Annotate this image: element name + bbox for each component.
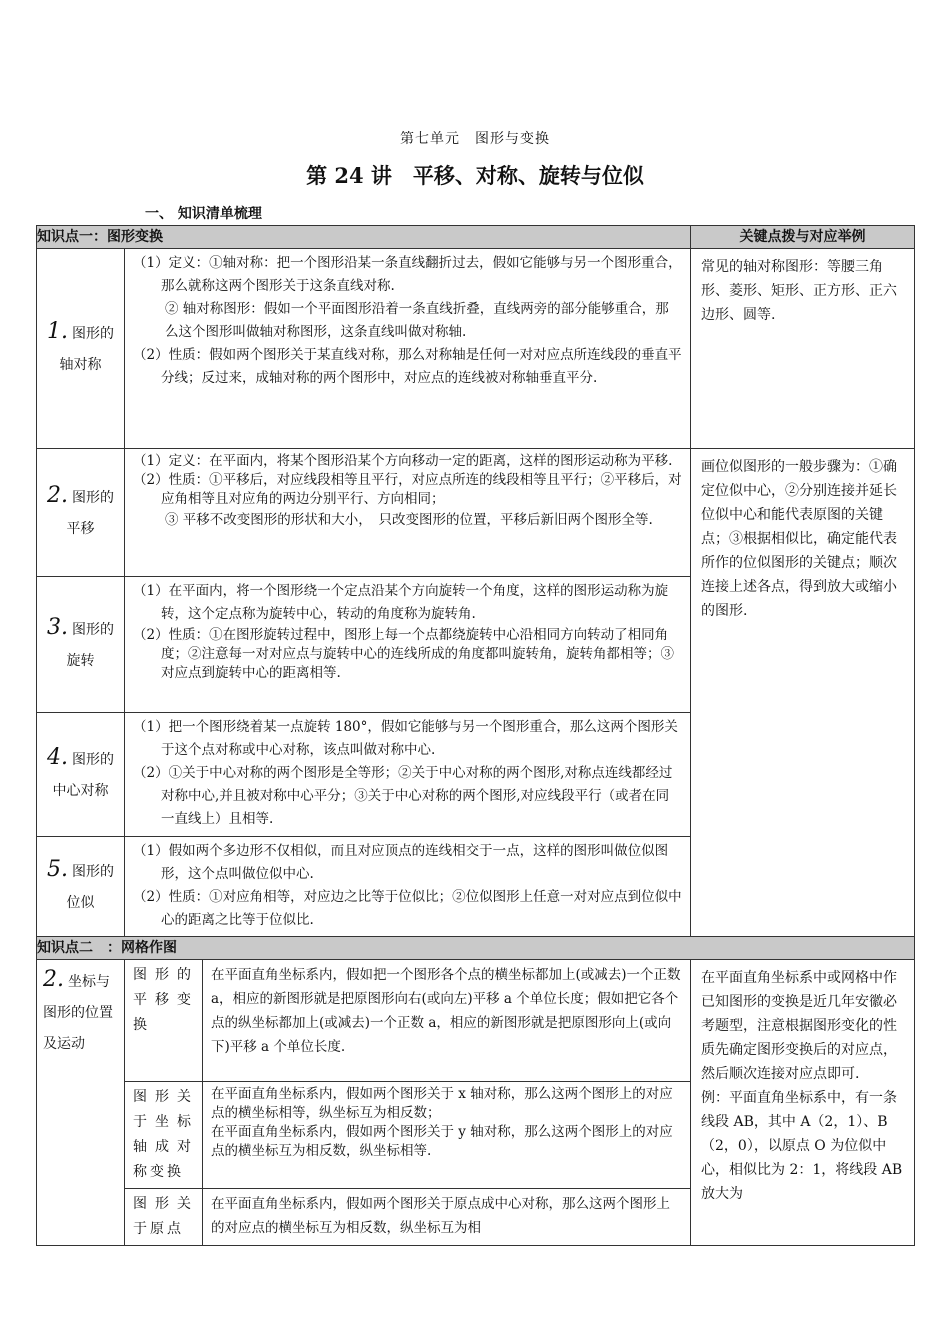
sub-content-axis-symmetry: 在平面直角坐标系内，假如两个图形关于 x 轴对称，那么这两个图形上的对应点的横坐标相等，纵坐标互为相反数； 在平面直角坐标系内，假如两个图形关于 y 轴对称，那么这两个图形上的对应点的横坐标互为相反数，纵坐标相等.	[203, 1082, 691, 1189]
row-content: （1）在平面内，将一个图形绕一个定点沿某个方向旋转一个角度，这样的图形运动称为旋转，这个定点称为旋转中心，转动的角度称为旋转角. （2）性质：①在图形旋转过程中，图形上每一个点都绕旋转中心沿相同方向转动了相同角度；②注意每一对对应点与旋转中心的连线所成的角度都叫旋转角，旋转角都相等；③对应点到旋转中心的距离相等.	[125, 577, 691, 713]
side-header: 关键点拨与对应举例	[691, 226, 915, 249]
sub-label-axis-symmetry: 图形关于坐标轴成对称变换	[125, 1082, 203, 1189]
row-label: 5. 图形的位似	[37, 837, 125, 937]
kp1-row-translation	[37, 449, 915, 577]
kp1-row-axial-symmetry	[37, 249, 915, 449]
kp2-side-note: 在平面直角坐标系中或网格中作已知图形的变换是近几年安徽必考题型，注意根据图形变化的性质先确定图形变换后的对应点，然后顺次连接对应点即可. 例：平面直角坐标系中，有一条线段 AB，其中 A（2，1）、B（2，0），以原点 O 为位似中心，相似比为 2：1，将线段 AB 放大为	[691, 960, 915, 1246]
row-label: 1. 图形的轴对称	[37, 249, 125, 449]
section-title: 一、 知识清单梳理	[145, 206, 262, 222]
row-content: （1）定义：在平面内，将某个图形沿某个方向移动一定的距离，这样的图形运动称为平移. （2）性质：①平移后，对应线段相等且平行，对应点所连的线段相等且平行；②平移后，对应角相等且对应角的两边分别平行、方向相同； ③ 平移不改变图形的形状和大小， 只改变图形的位置，平移后新旧两个图形全等.	[125, 449, 691, 577]
row-content: （1）定义：①轴对称：把一个图形沿某一条直线翻折过去，假如它能够与另一个图形重合，那么就称这两个图形关于这条直线对称. ② 轴对称图形：假如一个平面图形沿着一条直线折叠，直线两旁的部分能够重合，那么这个图形叫做轴对称图形，这条直线叫做对称轴. （2）性质：假如两个图形关于某直线对称，那么对称轴是任何一对对应点所连线段的垂直平分线；反过来，成轴对称的两个图形中，对应点的连线被对称轴垂直平分.	[125, 249, 691, 449]
kp1-header-row	[37, 226, 915, 249]
row-content: （1）把一个图形绕着某一点旋转 180°，假如它能够与另一个图形重合，那么这两个图形关于这个点对称或中心对称，该点叫做对称中心. （2）①关于中心对称的两个图形是全等形；②关于中心对称的两个图形,对称点连线都经过对称中心,并且被对称中心平分；③关于中心对称的两个图形,对应线段平行（或者在同一直线上）且相等.	[125, 713, 691, 837]
side-note-homothety: 画位似图形的一般步骤为：①确定位似中心，②分别连接并延长位似中心和能代表原图的关键点；③根据相似比，确定能代表所作的位似图形的关键点；顺次连接上述各点，得到放大或缩小的图形.	[691, 449, 915, 937]
sub-content-origin: 在平面直角坐标系内，假如两个图形关于原点成中心对称，那么这两个图形上的对应点的横坐标互为相反数，纵坐标互为相	[203, 1189, 691, 1246]
sub-content-translation: 在平面直角坐标系内，假如把一个图形各个点的横坐标都加上(或减去)一个正数 a，相应的新图形就是把原图形向右(或向左)平移 a 个单位长度；假如把它各个点的纵坐标都加上(或减去)一个正数 a，相应的新图形就是把原图形向上(或向下)平移 a 个单位长度.	[203, 960, 691, 1082]
kp2-row-translation	[37, 960, 915, 1082]
unit-title: 第七单元 图形与变换	[400, 131, 550, 147]
kp2-header-row	[37, 937, 915, 960]
side-note-axial: 常见的轴对称图形：等腰三角形、菱形、矩形、正方形、正六边形、圆等.	[691, 249, 915, 449]
kp2-header: 知识点二 ：网格作图	[37, 937, 915, 960]
row-label: 2. 图形的平移	[37, 449, 125, 577]
sub-label-origin: 图形关于原点	[125, 1189, 203, 1246]
row-label: 3. 图形的旋转	[37, 577, 125, 713]
lecture-title: 第 24 讲 平移、对称、旋转与位似	[306, 163, 644, 188]
kp2-row-label: 2. 坐标与图形的位置及运动	[37, 960, 125, 1246]
sub-label-translation: 图形的平移变换	[125, 960, 203, 1082]
row-content: （1）假如两个多边形不仅相似，而且对应顶点的连线相交于一点，这样的图形叫做位似图形，这个点叫做位似中心. （2）性质：①对应角相等，对应边之比等于位似比；②位似图形上任意一对对应点到位似中心的距离之比等于位似比.	[125, 837, 691, 937]
kp1-header: 知识点一：图形变换	[37, 226, 691, 249]
knowledge-table	[36, 225, 915, 1246]
row-label: 4. 图形的中心对称	[37, 713, 125, 837]
